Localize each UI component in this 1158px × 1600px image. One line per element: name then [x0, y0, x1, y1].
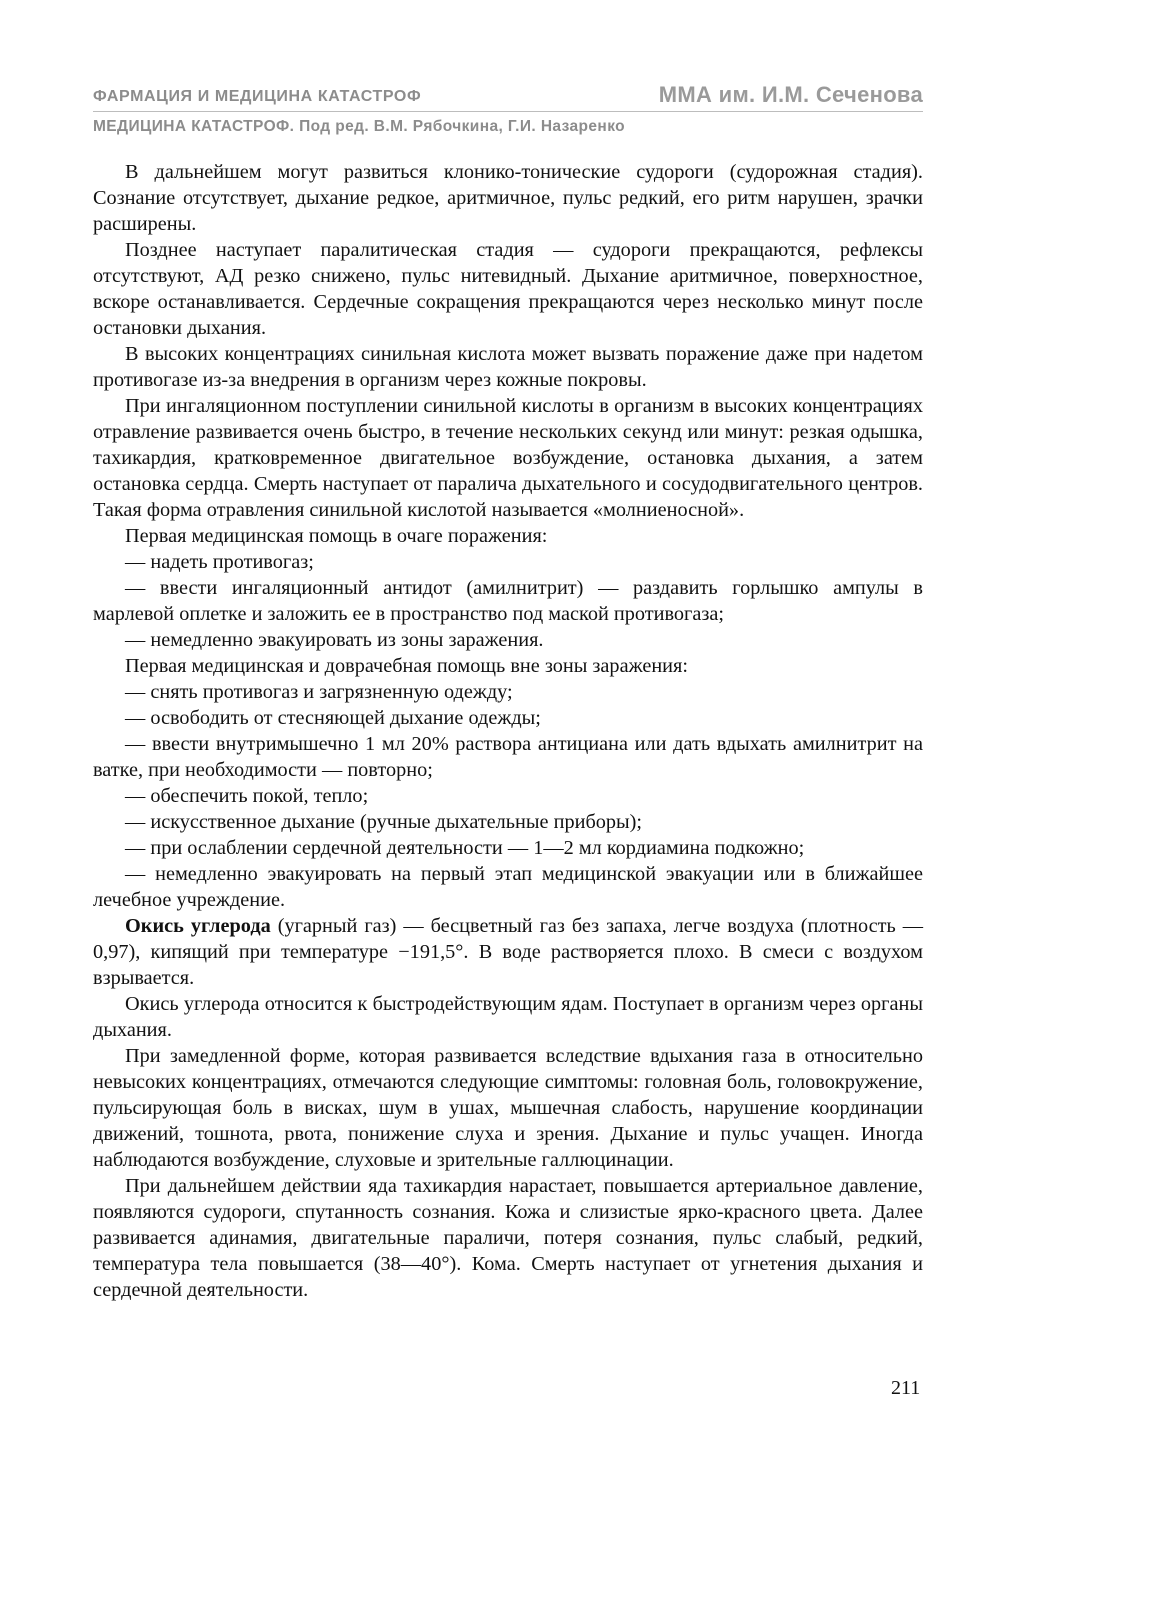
paragraph: Первая медицинская и доврачебная помощь вне зоны заражения: — [125, 655, 688, 677]
page-number: 211 — [891, 1377, 921, 1399]
body-text — [93, 159, 923, 1303]
list-item: — при ослаблении сердечной деятельности — 1—2 мл кордиамина подкожно; — [125, 837, 805, 859]
paragraph: При ингаляционном поступлении синильной кислоты в организм в высоких концентрациях отравление развивается очень быстро, в течение нескольких секунд или минут: резкая одышка, тахикардия, кратковременное двигательное возбуждение, остановка дыхания, а затем остановка сердца. Смерть наступает от паралича дыхательного и сосудодвигательного центров. Такая форма отравления синильной кислотой называется «молниеносной». — [93, 395, 923, 521]
header-left-title: ФАРМАЦИЯ И МЕДИЦИНА КАТАСТРОФ — [93, 88, 422, 105]
paragraph: Окись углерода относится к быстродействующим ядам. Поступает в организм через органы дыхания. — [93, 993, 923, 1041]
paragraph: В дальнейшем могут развиться клонико-тонические судороги (судорожная стадия). Сознание отсутствует, дыхание редкое, аритмичное, пульс редкий, его ритм нарушен, зрачки расширены. — [93, 161, 923, 235]
paragraph: При замедленной форме, которая развивается вследствие вдыхания газа в относительно невысоких концентрациях, отмечаются следующие симптомы: головная боль, головокружение, пульсирующая боль в висках, шум в ушах, мышечная слабость, нарушение координации движений, тошнота, рвота, понижение слуха и зрения. Дыхание и пульс учащен. Иногда наблюдаются возбуждение, слуховые и зрительные галлюцинации. — [93, 1045, 923, 1171]
list-item: — искусственное дыхание (ручные дыхательные приборы); — [125, 811, 643, 833]
paragraph: В высоких концентрациях синильная кислота может вызвать поражение даже при надетом противогазе из-за внедрения в организм через кожные покровы. — [93, 343, 923, 391]
co-paragraph — [93, 913, 923, 991]
header-right-title: ММА им. И.М. Сеченова — [658, 82, 923, 107]
running-header — [93, 82, 923, 136]
list-item: — ввести внутримышечно 1 мл 20% раствора антициана или дать вдыхать амилнитрит на ватке, при необходимости — повторно; — [93, 733, 923, 781]
header-subtitle: МЕДИЦИНА КАТАСТРОФ. Под ред. В.М. Рябочкина, Г.И. Назаренко — [93, 118, 626, 135]
list-item: — немедленно эвакуировать из зоны заражения. — [125, 629, 544, 651]
header-rule — [93, 111, 923, 112]
list-item: — освободить от стесняющей дыхание одежды; — [125, 707, 541, 729]
paragraph: При дальнейшем действии яда тахикардия нарастает, повышается артериальное давление, появляются судороги, спутанность сознания. Кожа и слизистые ярко-красного цвета. Далее развивается адинамия, двигательные параличи, потеря сознания, пульс слабый, редкий, температура тела повышается (38—40°). Кома. Смерть наступает от угнетения дыхания и сердечной деятельности. — [93, 1175, 923, 1301]
co-text: (угарный газ) — бесцветный газ без запаха, легче воздуха (плотность — 0,97), кипящий при температуре −191,5°. В воде растворяется плохо. В смеси с воздухом взрывается. — [93, 915, 923, 989]
paragraph: Первая медицинская помощь в очаге поражения: — [125, 525, 548, 547]
paragraph: Позднее наступает паралитическая стадия — судороги прекращаются, рефлексы отсутствуют, АД резко снижено, пульс нитевидный. Дыхание аритмичное, поверхностное, вскоре останавливается. Сердечные сокращения прекращаются через несколько минут после остановки дыхания. — [93, 239, 923, 339]
list-item: — ввести ингаляционный антидот (амилнитрит) — раздавить горлышко ампулы в марлевой оплетке и заложить ее в пространство под маской противогаза; — [93, 577, 923, 625]
list-item: — обеспечить покой, тепло; — [125, 785, 369, 807]
list-item: — немедленно эвакуировать на первый этап медицинской эвакуации или в ближайшее лечебное учреждение. — [93, 863, 923, 911]
co-term: Окись углерода — [125, 915, 271, 937]
list-item: — надеть противогаз; — [125, 551, 314, 573]
list-item: — снять противогаз и загрязненную одежду; — [125, 681, 513, 703]
